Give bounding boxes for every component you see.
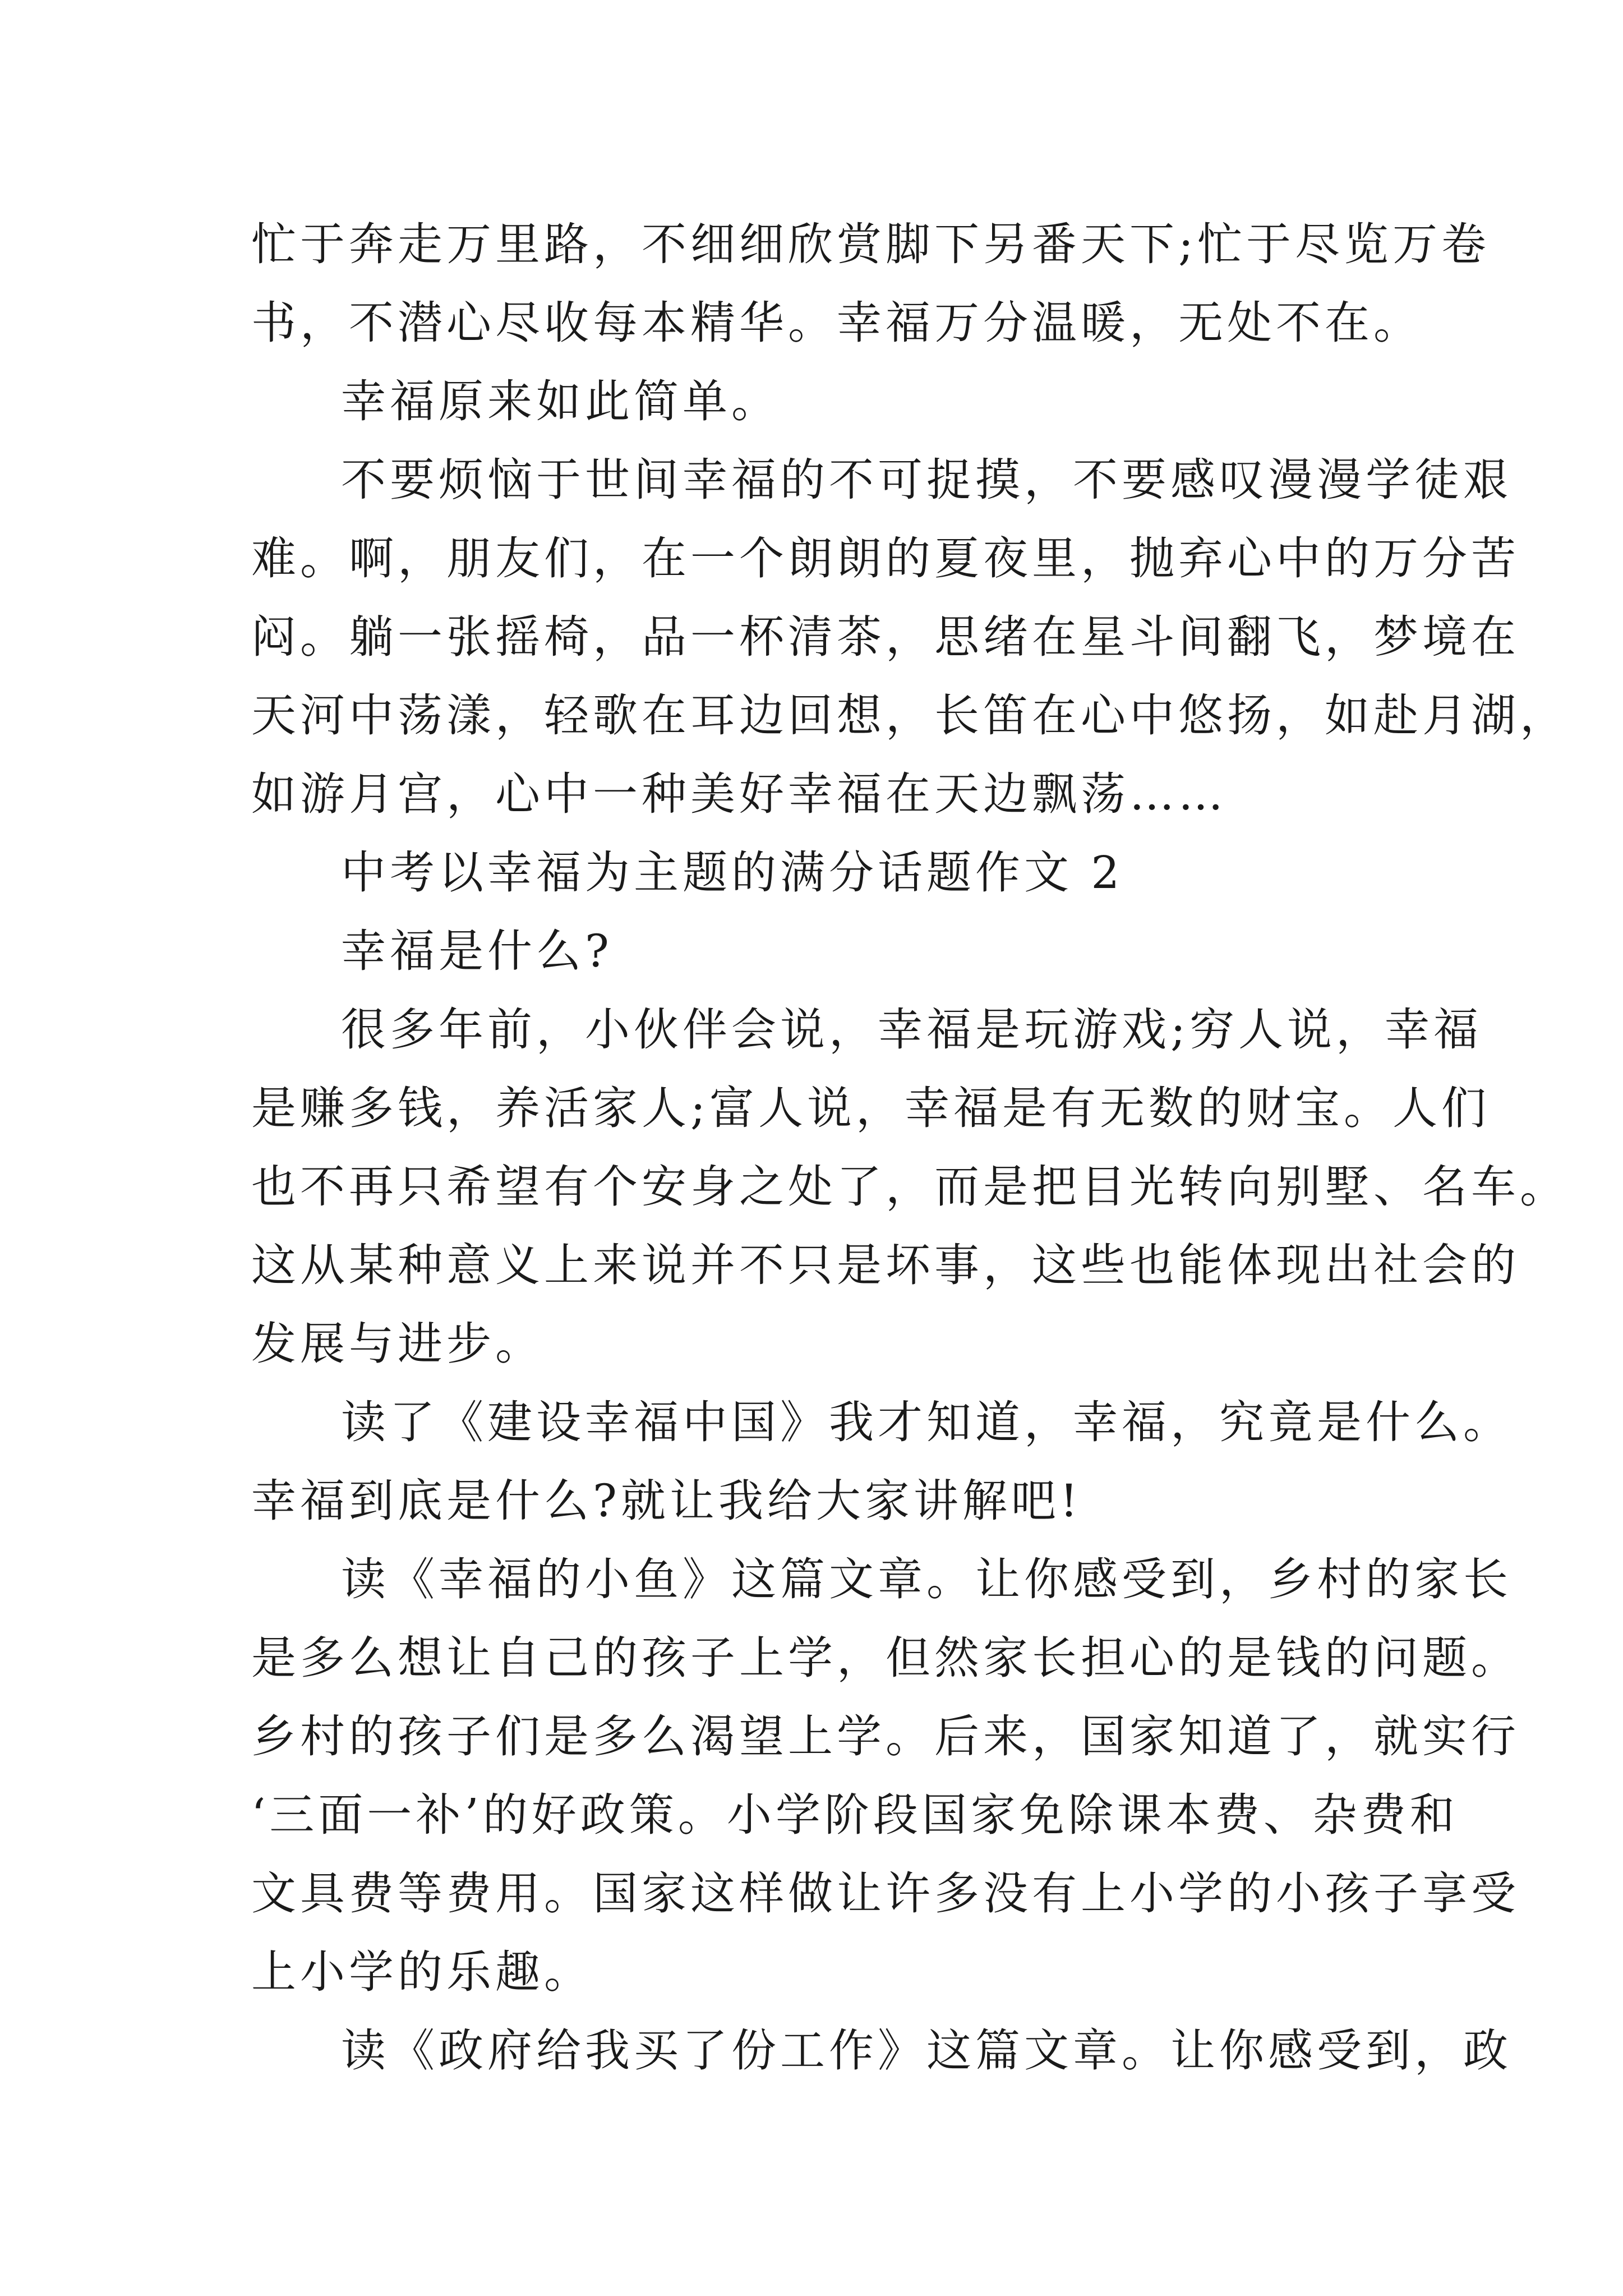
text-line: 幸福到底是什么?就让我给大家讲解吧! xyxy=(251,1475,1082,1527)
text-line: 幸福是什么? xyxy=(341,925,613,977)
text-line: 读《幸福的小鱼》这篇文章。让你感受到，乡村的家长 xyxy=(341,1553,1512,1605)
text-line: 很多年前，小伙伴会说，幸福是玩游戏;穷人说，幸福 xyxy=(341,1004,1482,1056)
section-heading: 中考以幸福为主题的满分话题作文 2 xyxy=(341,846,1124,899)
text-line: 是多么想让自己的孩子上学，但然家长担心的是钱的问题。 xyxy=(251,1632,1520,1684)
text-line: ‘三面一补’的好政策。小学阶段国家免除课本费、杂费和 xyxy=(251,1789,1459,1841)
text-line: 书，不潜心尽收每本精华。幸福万分温暖，无处不在。 xyxy=(251,297,1422,349)
text-line: 也不再只希望有个安身之处了，而是把目光转向别墅、名车。 xyxy=(251,1161,1569,1213)
text-line: 发展与进步。 xyxy=(251,1318,544,1370)
text-line: 这从某种意义上来说并不只是坏事，这些也能体现出社会的 xyxy=(251,1239,1520,1291)
text-line: 文具费等费用。国家这样做让许多没有上小学的小孩子享受 xyxy=(251,1867,1520,1920)
text-line: 天河中荡漾，轻歌在耳边回想，长笛在心中悠扬，如赴月湖， xyxy=(251,689,1569,742)
text-line: 忙于奔走万里路，不细细欣赏脚下另番天下;忙于尽览万卷 xyxy=(251,218,1490,270)
text-line: 上小学的乐趣。 xyxy=(251,1946,593,1998)
text-line: 不要烦恼于世间幸福的不可捉摸，不要感叹漫漫学徒艰 xyxy=(341,454,1512,506)
text-line: 闷。躺一张摇椅，品一杯清茶，思绪在星斗间翻飞，梦境在 xyxy=(251,611,1520,663)
text-line: 难。啊，朋友们，在一个朗朗的夏夜里，抛弃心中的万分苦 xyxy=(251,532,1520,585)
text-line: 读《政府给我买了份工作》这篇文章。让你感受到，政 xyxy=(341,2024,1512,2077)
text-line: 幸福原来如此简单。 xyxy=(341,375,780,427)
text-line: 乡村的孩子们是多么渴望上学。后来，国家知道了，就实行 xyxy=(251,1710,1520,1763)
text-line: 如游月宫，心中一种美好幸福在天边飘荡…… xyxy=(251,768,1227,820)
text-line: 是赚多钱，养活家人;富人说，幸福是有无数的财宝。人们 xyxy=(251,1082,1490,1134)
text-line: 读了《建设幸福中国》我才知道，幸福，究竟是什么。 xyxy=(341,1396,1512,1448)
